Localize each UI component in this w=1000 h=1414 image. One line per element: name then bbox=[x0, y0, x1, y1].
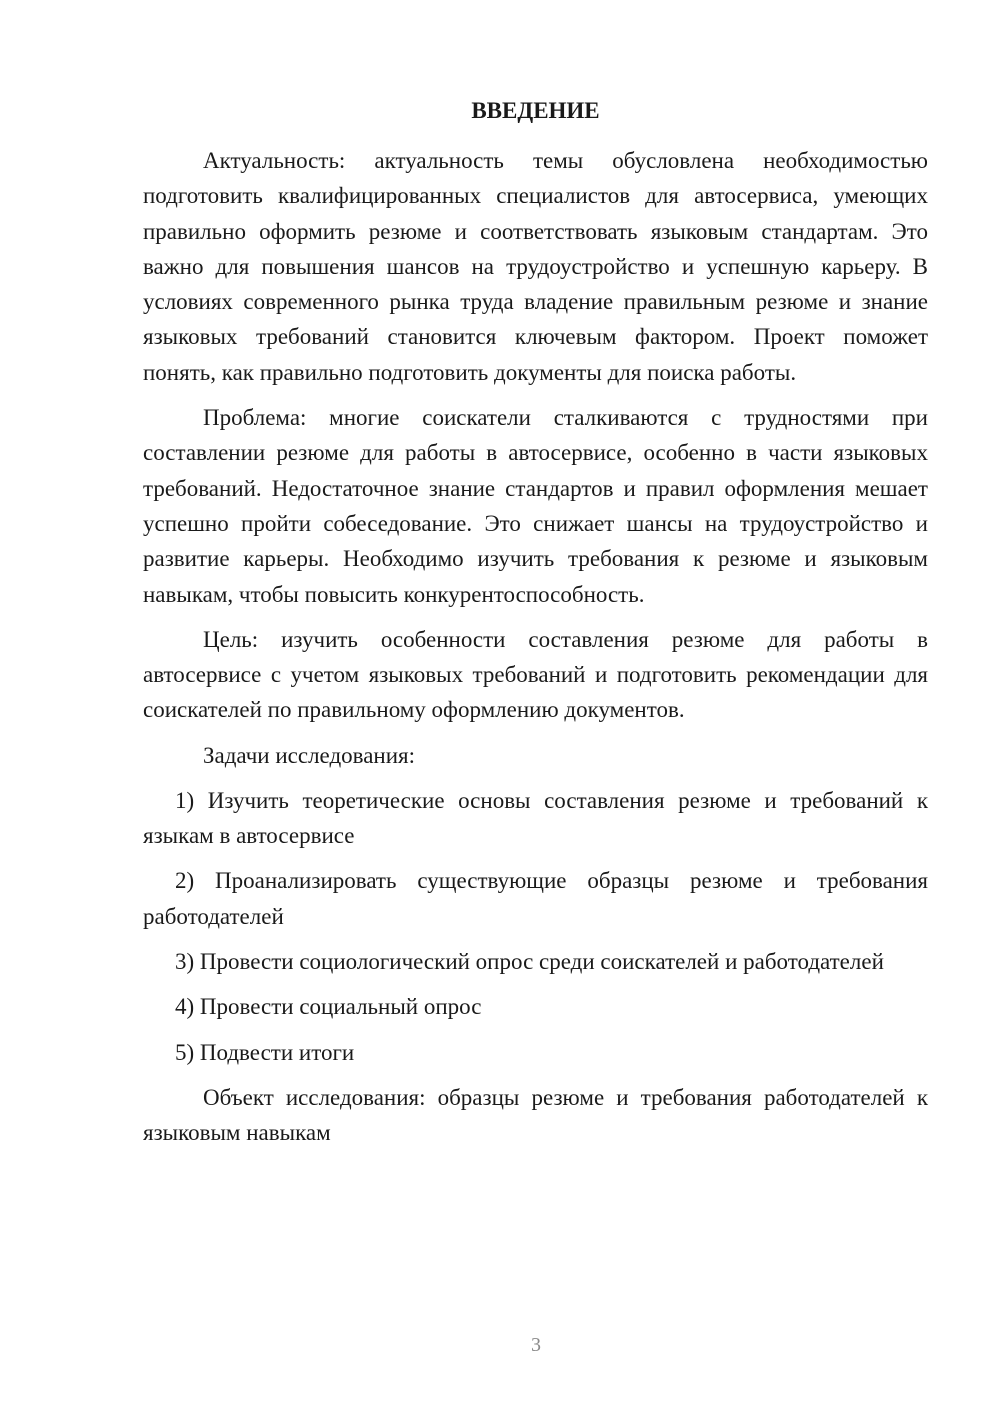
tasks-intro: Задачи исследования: bbox=[203, 742, 416, 768]
goal-paragraph: Цель: изучить особенности составления резюме для работы в автосервисе с учетом языковых требований и подготовить рекомендации для соискателей по правильному оформлению документов. bbox=[143, 626, 928, 723]
document-page bbox=[143, 96, 928, 1160]
task-item: 5) Подвести итоги bbox=[175, 1039, 355, 1065]
section-heading: ВВЕДЕНИЕ bbox=[471, 98, 600, 123]
problem-paragraph: Проблема: многие соискатели сталкиваются с трудностями при составлении резюме для работы в автосервисе, особенно в части языковых требований. Недостаточное знание стандартов и правил оформления мешает успешно пройти собеседование. Это снижает шансы на трудоустройство и развитие карьеры. Необходимо изучить требования к резюме и языковым навыкам, чтобы повысить конкурентоспособность. bbox=[143, 405, 928, 607]
task-item: 1) Изучить теоретические основы составления резюме и требований к языкам в автосервисе bbox=[143, 787, 928, 849]
page-number: 3 bbox=[531, 1334, 541, 1356]
task-item: 2) Проанализировать существующие образцы резюме и требования работодателей bbox=[143, 868, 928, 929]
task-item: 3) Провести социологический опрос среди соискателей и работодателей bbox=[175, 948, 884, 974]
task-item: 4) Провести социальный опрос bbox=[175, 994, 482, 1020]
object-paragraph: Объект исследования: образцы резюме и требования работодателей к языковым навыкам bbox=[143, 1084, 928, 1146]
relevance-paragraph: Актуальность: актуальность темы обусловлена необходимостью подготовить квалифицированных специалистов для автосервиса, умеющих правильно оформить резюме и соответствовать языковым стандартам. Это важно для повышения шансов на трудоустройство и успешную карьеру. В условиях современного рынка труда владение правильным резюме и знание языковых требований становится ключевым фактором. Проект поможет понять, как правильно подготовить документы для поиска работы. bbox=[143, 148, 928, 385]
